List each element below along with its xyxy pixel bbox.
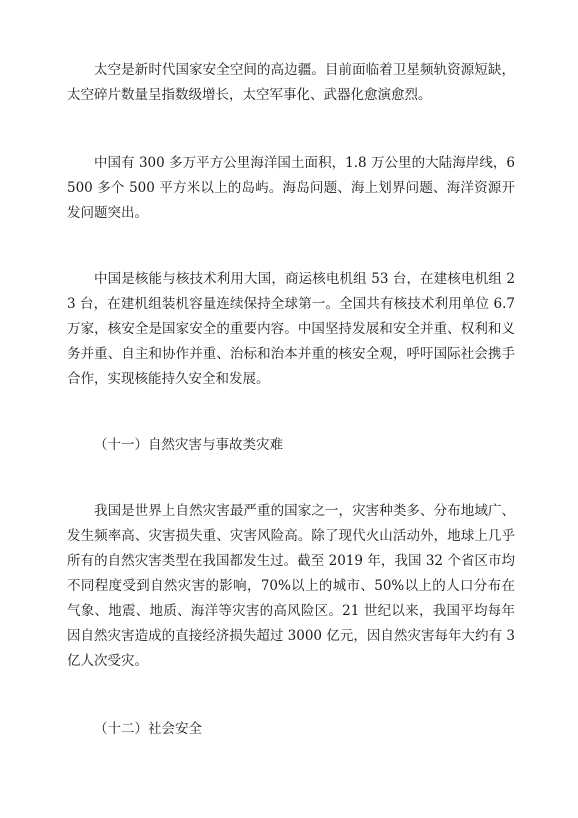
spacer <box>67 108 515 151</box>
spacer <box>67 392 515 433</box>
paragraph-ocean-security: 中国有 300 多万平方公里海洋国土面积，1.8 万公里的大陆海岸线，6500 多个 500 平方米以上的岛屿。海岛问题、海上划界问题、海洋资源开发问题突出。 <box>67 155 515 221</box>
section-heading-natural-disasters: （十一）自然灾害与事故类灾难 <box>94 437 283 453</box>
document-page <box>67 58 515 742</box>
spacer <box>67 674 515 717</box>
paragraph-space-security: 太空是新时代国家安全空间的高边疆。目前面临着卫星频轨资源短缺，太空碎片数量呈指数级增长，太空军事化、武器化愈演愈烈。 <box>67 62 515 103</box>
spacer <box>67 226 515 267</box>
paragraph-nuclear-security: 中国是核能与核技术利用大国，商运核电机组 53 台，在建核电机组 23 台，在建机组装机容量连续保持全球第一。全国共有核技术利用单位 6.7 万家，核安全是国家安全的重要内容。中国坚持发展和安全并重、权利和义务并重、自主和协作并重、治标和治本并重的核安全观，呼吁国际社会携手合作，实现核能持久安全和发展。 <box>67 271 515 387</box>
paragraph-natural-disasters: 我国是世界上自然灾害最严重的国家之一，灾害种类多、分布地域广、发生频率高、灾害损失重、灾害风险高。除了现代火山活动外，地球上几乎所有的自然灾害类型在我国都发生过。截至 2019 年，我国 32 个省区市均不同程度受到自然灾害的影响，70%以上的城市、50%以上的人口分布在气象、地震、地质、海洋等灾害的高风险区。21 世纪以来，我国平均每年因自然灾害造成的直接经济损失超过 3000 亿元，因自然灾害每年大约有 3 亿人次受灾。 <box>67 503 515 669</box>
section-heading-social-security: （十二）社会安全 <box>94 721 202 737</box>
spacer <box>67 458 515 499</box>
